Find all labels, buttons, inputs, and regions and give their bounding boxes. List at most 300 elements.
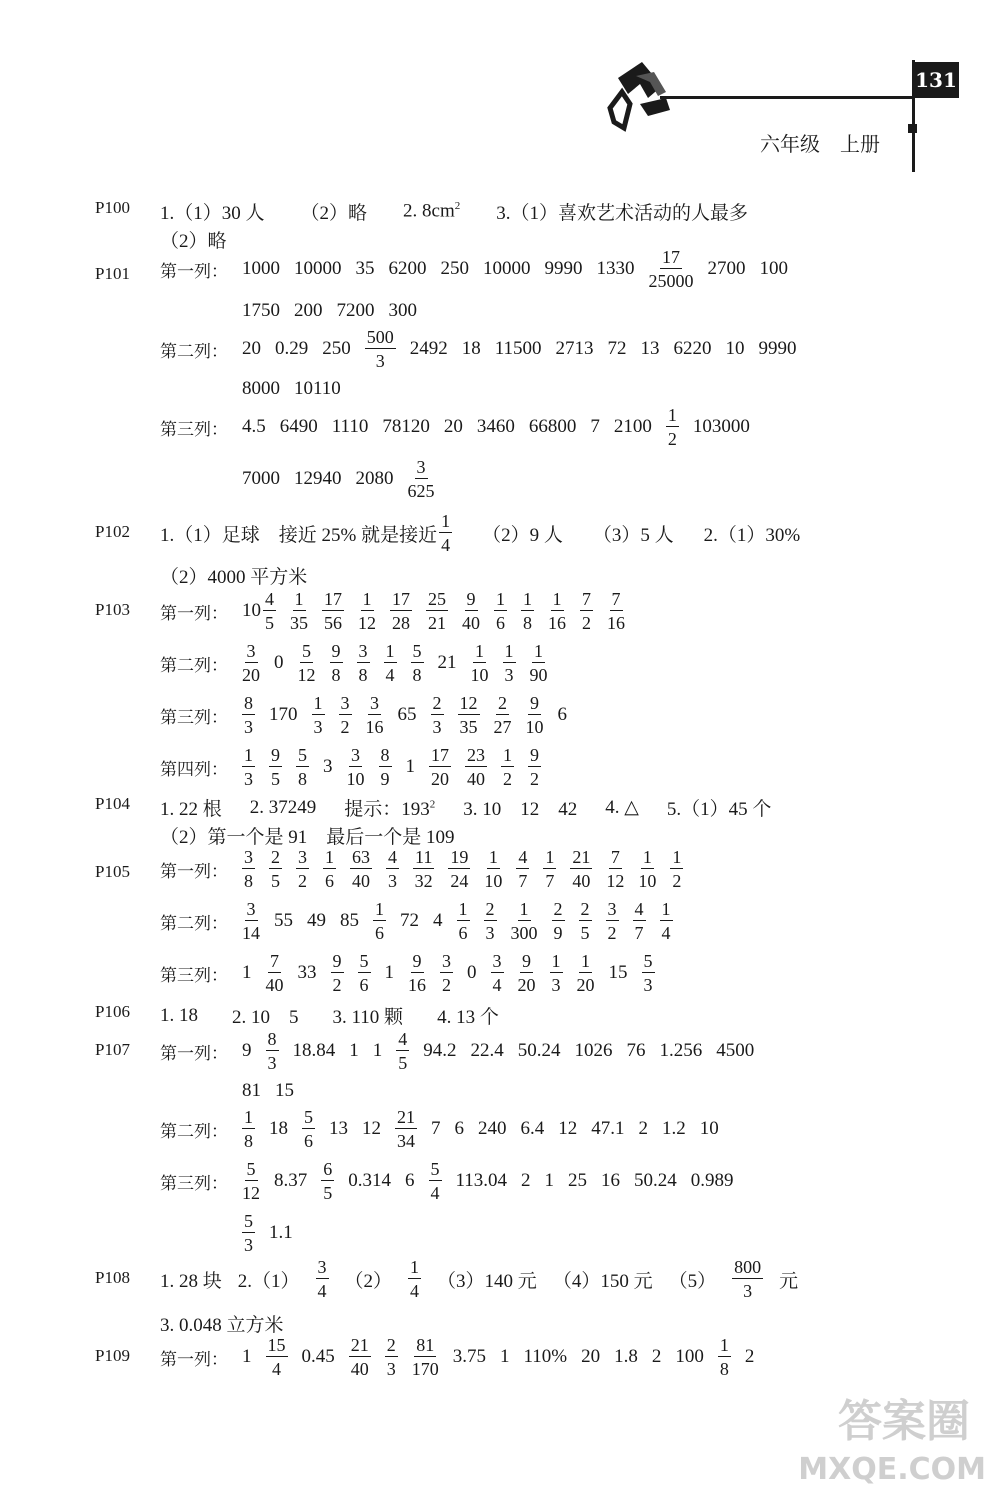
answer-item: 2. 37249 xyxy=(249,796,317,818)
fraction xyxy=(484,900,497,942)
answer-value: 6.4 xyxy=(520,1118,545,1139)
watermark-url: MXQE.COM xyxy=(798,1452,986,1487)
denominator: 3 xyxy=(743,1281,753,1301)
fraction xyxy=(269,848,282,890)
denominator: 5 xyxy=(398,1053,408,1073)
numerator: 19 xyxy=(450,847,469,867)
column-label: 第四列： xyxy=(160,759,228,780)
answer-value: 10110 xyxy=(294,378,341,399)
numerator: 21 xyxy=(572,847,591,867)
numerator: 2 xyxy=(553,899,563,919)
fraction xyxy=(357,642,370,684)
answer-value: 8.37 xyxy=(274,1170,308,1191)
denominator: 3 xyxy=(388,871,397,891)
answer-line xyxy=(160,328,797,370)
denominator: 7 xyxy=(634,923,644,943)
numerator: 1 xyxy=(503,745,512,765)
numerator: 81 xyxy=(416,1335,435,1355)
answer-value: 1 xyxy=(349,1040,359,1061)
fraction xyxy=(347,746,365,788)
numerator: 4 xyxy=(388,847,397,867)
answer-value: 250 xyxy=(322,338,351,359)
answer-value: 21 xyxy=(437,652,457,673)
answer-item xyxy=(344,794,435,821)
fraction xyxy=(242,848,255,890)
answer-item: 1. 22 根 xyxy=(160,799,222,820)
answer-item: 3. 0.048 立方米 xyxy=(160,1315,284,1336)
fraction xyxy=(528,746,541,788)
fraction xyxy=(384,642,397,684)
numerator: 7 xyxy=(582,589,591,609)
answer-item: 1.（1）30 人 xyxy=(160,203,265,224)
answer-value: 18.84 xyxy=(292,1040,336,1061)
fraction xyxy=(302,1108,315,1150)
header-rule xyxy=(660,96,915,99)
grade-text: 六年级 xyxy=(760,132,820,156)
denominator: 5 xyxy=(265,613,274,633)
denominator: 7 xyxy=(518,871,528,891)
answer-line xyxy=(242,1080,294,1102)
denominator: 3 xyxy=(485,923,495,943)
answer-text: 2. 8cm xyxy=(403,200,455,222)
answer-value: 0.29 xyxy=(275,338,309,359)
denominator: 12 xyxy=(242,1183,260,1203)
fraction xyxy=(484,848,502,890)
answer-value: 3 xyxy=(323,756,333,777)
answer-line xyxy=(160,1030,754,1072)
answer-value: 0.314 xyxy=(348,1170,391,1191)
fraction xyxy=(396,1030,409,1072)
numerator: 17 xyxy=(662,247,680,267)
numerator: 9 xyxy=(466,589,476,609)
answer-value: 22.4 xyxy=(470,1040,504,1061)
numerator: 2 xyxy=(485,899,495,919)
column-label: 第一列： xyxy=(160,1349,228,1370)
answer-line xyxy=(160,848,683,890)
fraction xyxy=(526,694,544,736)
fraction xyxy=(633,900,646,942)
column-label: 第二列： xyxy=(160,655,228,676)
page-ref: P103 xyxy=(95,600,130,619)
answer-item: （2）4000 平方米 xyxy=(160,567,308,588)
answer-line xyxy=(160,1258,798,1300)
denominator: 4 xyxy=(441,535,451,555)
answer-value: 2.（1）30% xyxy=(703,524,801,546)
answer-value: 2 xyxy=(521,1170,531,1191)
numerator: 1 xyxy=(519,899,529,919)
answer-value: 55 xyxy=(274,910,293,931)
answer-value: （4）150 元 xyxy=(552,1270,653,1292)
answer-value: 13 xyxy=(329,1118,348,1139)
answer-value: 0 xyxy=(274,652,284,673)
fraction xyxy=(491,952,504,994)
answer-item xyxy=(160,512,452,554)
answer-item: （2）略 xyxy=(160,231,227,252)
fraction xyxy=(552,900,565,942)
answer-value: 1 xyxy=(405,756,415,777)
answer-item: 5.（1）45 个 xyxy=(666,799,772,820)
fraction xyxy=(331,952,344,994)
column-label: 第三列： xyxy=(160,1173,228,1194)
denominator: 6 xyxy=(375,923,384,943)
answer-value: 76 xyxy=(626,1040,646,1061)
fraction xyxy=(386,848,399,890)
numerator: 9 xyxy=(412,951,422,971)
answer-value: 20 xyxy=(581,1346,601,1367)
answer-text: 提示：193 xyxy=(344,799,430,820)
superscript: 2 xyxy=(454,200,461,213)
numerator: 1 xyxy=(552,589,562,609)
numerator: 4 xyxy=(634,899,644,919)
fraction xyxy=(607,590,625,632)
denominator: 4 xyxy=(410,1281,420,1301)
fraction xyxy=(395,1108,417,1150)
page-ref: P109 xyxy=(95,1346,130,1365)
numerator: 1 xyxy=(534,641,543,661)
answer-line xyxy=(160,952,655,994)
denominator: 5 xyxy=(271,871,280,891)
fraction xyxy=(379,746,392,788)
answer-value: 66800 xyxy=(528,416,577,437)
answer-line xyxy=(160,1310,284,1337)
denominator: 3 xyxy=(386,1359,396,1379)
numerator: 1 xyxy=(410,1257,420,1277)
answer-value: 1330 xyxy=(596,258,635,279)
fraction xyxy=(296,746,309,788)
fraction xyxy=(323,848,336,890)
fraction xyxy=(358,952,371,994)
fraction xyxy=(330,642,343,684)
answer-line xyxy=(160,746,541,788)
numerator: 1 xyxy=(545,847,555,867)
numerator: 1 xyxy=(244,1107,253,1127)
numerator: 1 xyxy=(504,641,514,661)
answer-value: 2700 xyxy=(707,258,746,279)
numerator: 4 xyxy=(265,589,274,609)
answer-value: 11500 xyxy=(494,338,542,359)
denominator: 16 xyxy=(365,717,384,737)
fraction xyxy=(494,590,507,632)
denominator: 4 xyxy=(385,665,395,685)
answer-value: 35 xyxy=(355,258,375,279)
page-ref: P107 xyxy=(95,1040,130,1059)
denominator: 10 xyxy=(470,665,489,685)
column-label: 第二列： xyxy=(160,1121,228,1142)
fraction xyxy=(732,1258,763,1300)
denominator: 16 xyxy=(548,613,566,633)
denominator: 300 xyxy=(510,923,538,943)
fraction xyxy=(266,952,284,994)
answer-value: 12 xyxy=(558,1118,578,1139)
numerator: 1 xyxy=(385,641,395,661)
numerator: 3 xyxy=(358,641,368,661)
denominator: 8 xyxy=(719,1359,729,1379)
answer-value: （3）140 元 xyxy=(437,1270,537,1292)
denominator: 6 xyxy=(325,871,334,891)
answer-line xyxy=(160,794,771,821)
numerator: 4 xyxy=(518,847,528,867)
answer-value: 33 xyxy=(297,962,317,983)
answer-item: 2. 10 5 xyxy=(232,1007,299,1028)
fraction xyxy=(263,590,276,632)
denominator: 20 xyxy=(431,769,449,789)
denominator: 3 xyxy=(375,351,385,371)
answer-value: 100 xyxy=(759,258,788,279)
numerator: 7 xyxy=(611,589,621,609)
answer-value: 49 xyxy=(307,910,326,931)
numerator: 3 xyxy=(298,847,307,867)
denominator: 40 xyxy=(462,613,480,633)
denominator: 10 xyxy=(525,717,544,737)
answer-value: 4 xyxy=(433,910,443,931)
fraction xyxy=(242,900,260,942)
numerator: 12 xyxy=(459,693,478,713)
answer-line xyxy=(160,248,788,290)
fraction xyxy=(366,694,384,736)
answer-value: 78120 xyxy=(382,416,430,437)
denominator: 20 xyxy=(576,975,595,995)
denominator: 16 xyxy=(607,613,625,633)
denominator: 8 xyxy=(523,613,532,633)
answer-value: 110% xyxy=(523,1346,568,1367)
answer-value: 20 xyxy=(443,416,463,437)
numerator: 1 xyxy=(475,641,484,661)
fraction xyxy=(570,848,592,890)
denominator: 21 xyxy=(428,613,446,633)
numerator: 3 xyxy=(442,951,451,971)
denominator: 12 xyxy=(606,871,625,891)
fraction xyxy=(471,642,489,684)
denominator: 2 xyxy=(530,769,539,789)
numerator: 9 xyxy=(271,745,280,765)
denominator: 4 xyxy=(317,1281,327,1301)
denominator: 20 xyxy=(242,665,260,685)
numerator: 3 xyxy=(317,1257,327,1277)
numerator: 1 xyxy=(523,589,532,609)
numerator: 5 xyxy=(302,641,311,661)
answer-value: 12940 xyxy=(294,468,342,489)
denominator: 625 xyxy=(407,481,435,501)
answer-value: 18 xyxy=(269,1118,288,1139)
fraction xyxy=(266,1030,279,1072)
numerator: 1 xyxy=(325,847,334,867)
fraction xyxy=(503,642,516,684)
answer-value: 7 xyxy=(431,1118,441,1139)
column-label: 第二列： xyxy=(160,913,228,934)
fraction xyxy=(439,512,452,554)
answer-value: 6 xyxy=(454,1118,464,1139)
numerator: 2 xyxy=(432,693,442,713)
fraction xyxy=(521,590,534,632)
fraction xyxy=(494,694,512,736)
fraction xyxy=(577,952,595,994)
fraction xyxy=(312,694,325,736)
numerator: 800 xyxy=(734,1257,762,1277)
answer-value: 0 xyxy=(467,962,477,983)
denominator: 2 xyxy=(503,769,512,789)
answer-value: 4500 xyxy=(716,1040,755,1061)
column-label: 第三列： xyxy=(160,419,228,440)
numerator: 8 xyxy=(380,745,390,765)
fraction xyxy=(408,1258,421,1300)
fraction xyxy=(408,458,435,500)
numerator: 5 xyxy=(246,1159,256,1179)
answer-item: 3. 10 12 42 xyxy=(463,799,578,820)
fraction xyxy=(518,952,536,994)
fraction xyxy=(385,1336,398,1378)
denominator: 20 xyxy=(517,975,536,995)
answer-value: 9990 xyxy=(544,258,583,279)
denominator: 40 xyxy=(350,1359,369,1379)
answer-value: 15 xyxy=(608,962,628,983)
fraction xyxy=(660,900,673,942)
answer-value: 12 xyxy=(362,1118,381,1139)
fraction xyxy=(579,900,592,942)
fraction xyxy=(242,1160,260,1202)
denominator: 90 xyxy=(529,665,548,685)
denominator: 6 xyxy=(304,1131,313,1151)
fraction xyxy=(501,746,514,788)
numerator: 9 xyxy=(332,951,342,971)
numerator: 2 xyxy=(386,1335,396,1355)
fraction xyxy=(298,642,316,684)
answer-line xyxy=(160,900,673,942)
answer-value: 1750 xyxy=(242,300,280,321)
fraction xyxy=(411,642,424,684)
numerator: 5 xyxy=(304,1107,313,1127)
numerator: 3 xyxy=(607,899,617,919)
denominator: 12 xyxy=(358,613,376,633)
numerator: 23 xyxy=(467,745,485,765)
numerator: 1 xyxy=(488,847,498,867)
numerator: 1 xyxy=(661,899,671,919)
answer-value: 10000 xyxy=(483,258,531,279)
denominator: 24 xyxy=(450,871,469,891)
denominator: 9 xyxy=(380,769,390,789)
answer-value: 2713 xyxy=(555,338,594,359)
answer-value: 2492 xyxy=(409,338,448,359)
answer-line xyxy=(160,512,800,554)
answer-value: 50.24 xyxy=(517,1040,561,1061)
column-label: 第一列： xyxy=(160,603,228,624)
page-header xyxy=(0,0,1000,180)
answer-item: 3.（1）喜欢艺术活动的人最多 xyxy=(496,203,749,224)
fraction xyxy=(638,848,656,890)
numerator: 1 xyxy=(313,693,323,713)
denominator: 40 xyxy=(572,871,591,891)
fraction xyxy=(649,248,694,290)
answer-value: 1.256 xyxy=(659,1040,703,1061)
answer-line xyxy=(160,198,748,225)
page-ref: P100 xyxy=(95,198,130,217)
denominator: 7 xyxy=(545,871,555,891)
answer-value: 1026 xyxy=(574,1040,613,1061)
fraction xyxy=(412,1336,439,1378)
answer-value: 6 xyxy=(405,1170,415,1191)
denominator: 4 xyxy=(492,975,502,995)
denominator: 34 xyxy=(397,1131,415,1151)
fraction xyxy=(390,590,412,632)
fraction xyxy=(373,900,386,942)
answer-value: 1 xyxy=(544,1170,555,1191)
answer-value: 103000 xyxy=(692,416,750,437)
answer-value: 6490 xyxy=(279,416,318,437)
answer-value: 1 xyxy=(242,962,252,983)
answer-value: 100 xyxy=(675,1346,704,1367)
answer-value: （2） xyxy=(344,1270,393,1292)
numerator: 7 xyxy=(270,951,279,971)
fraction xyxy=(269,746,282,788)
denominator: 12 xyxy=(297,665,316,685)
denominator: 8 xyxy=(244,1131,253,1151)
denominator: 8 xyxy=(412,665,422,685)
fraction xyxy=(429,746,451,788)
denominator: 2 xyxy=(672,871,682,891)
numerator: 9 xyxy=(530,745,539,765)
numerator: 1 xyxy=(667,405,677,425)
denominator: 3 xyxy=(244,1235,253,1255)
answer-value: 2100 xyxy=(613,416,652,437)
answer-value: 4.5 xyxy=(242,416,266,437)
numerator: 3 xyxy=(340,693,350,713)
answer-value: 72 xyxy=(400,910,419,931)
superscript: 2 xyxy=(429,798,436,811)
denominator: 6 xyxy=(359,975,369,995)
column-label: 第一列： xyxy=(160,861,228,882)
answer-value: 6200 xyxy=(388,258,427,279)
fraction xyxy=(718,1336,731,1378)
answer-value: （5） xyxy=(668,1270,717,1292)
denominator: 25000 xyxy=(648,271,694,291)
denominator: 8 xyxy=(358,665,368,685)
column-label: 第三列： xyxy=(160,707,228,728)
numerator: 2 xyxy=(498,693,507,713)
answer-value: （2）9 人 xyxy=(482,524,563,546)
answer-line xyxy=(160,562,307,589)
numerator: 1 xyxy=(294,589,304,609)
denominator: 3 xyxy=(267,1053,277,1073)
answer-value: 6220 xyxy=(673,338,712,359)
answer-line xyxy=(160,642,548,684)
numerator: 9 xyxy=(331,641,341,661)
numerator: 1 xyxy=(551,951,561,971)
denominator: 170 xyxy=(411,1359,439,1379)
fraction xyxy=(543,848,556,890)
answer-item: 4. △ xyxy=(605,797,639,818)
grade-label xyxy=(760,128,880,157)
numerator: 3 xyxy=(370,693,379,713)
answer-value: 1.（1）足球 接近 25% 就是接近 xyxy=(160,524,438,546)
numerator: 1 xyxy=(672,847,682,867)
answer-value: 72 xyxy=(607,338,627,359)
denominator: 5 xyxy=(271,769,280,789)
answer-value: 85 xyxy=(340,910,359,931)
fraction xyxy=(290,590,308,632)
numerator: 2 xyxy=(580,899,590,919)
answer-line xyxy=(160,1108,719,1150)
answer-value: 300 xyxy=(388,300,417,321)
denominator: 2 xyxy=(607,923,617,943)
answer-value: 6 xyxy=(557,704,567,725)
denominator: 5 xyxy=(580,923,590,943)
denominator: 40 xyxy=(265,975,284,995)
numerator: 21 xyxy=(397,1107,415,1127)
numerator: 11 xyxy=(415,847,433,867)
denominator: 10 xyxy=(638,871,657,891)
denominator: 10 xyxy=(346,769,365,789)
fraction xyxy=(426,590,448,632)
fraction xyxy=(458,694,480,736)
